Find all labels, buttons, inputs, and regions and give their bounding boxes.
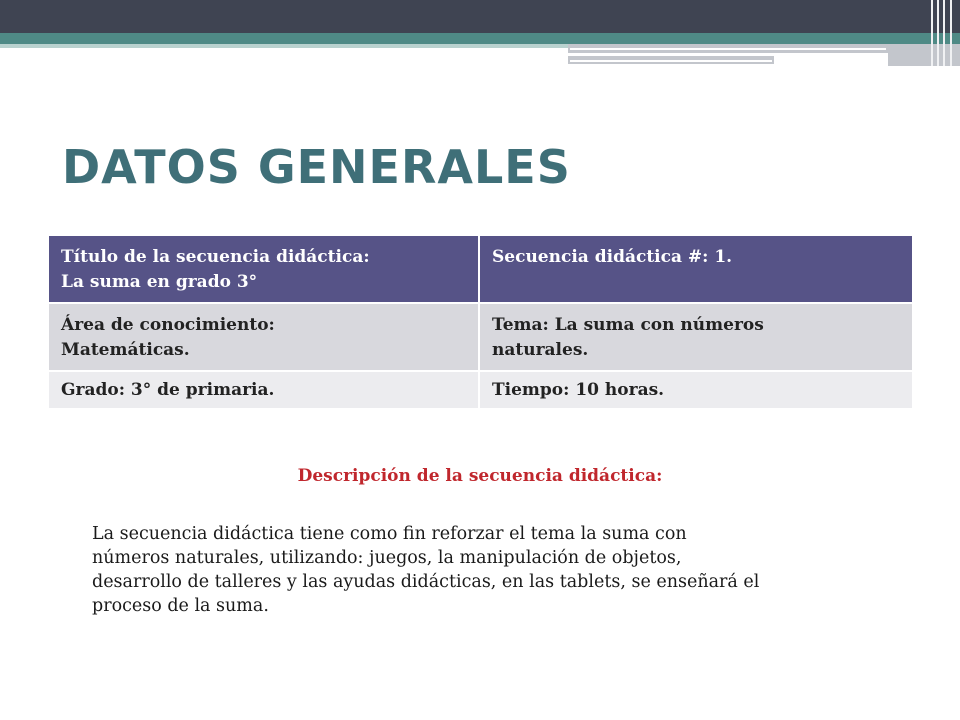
general-data-table [49, 236, 912, 408]
cell-text: Tiempo: 10 horas. [492, 380, 665, 400]
description-line: La secuencia didáctica tiene como fin reforzar el tema la suma con [92, 524, 687, 544]
cell-text: La suma en grado 3° [61, 272, 258, 292]
table-row [49, 303, 912, 371]
table-cell-grade [49, 371, 479, 408]
cell-text: naturales. [492, 340, 589, 360]
accent-stripe [0, 33, 960, 44]
description-heading: Descripción de la secuencia didáctica: [297, 466, 663, 486]
top-bar [0, 0, 960, 33]
decor-vline [950, 0, 952, 66]
description-line: proceso de la suma. [92, 596, 269, 616]
decor-vline [943, 0, 945, 66]
table-cell-sequence-number [479, 236, 912, 303]
description-line: desarrollo de talleres y las ayudas didácticas, en las tablets, se enseñará el [92, 572, 760, 592]
cell-text: Título de la secuencia didáctica: [61, 247, 370, 267]
decor-vline [937, 0, 939, 66]
table-row [49, 236, 912, 303]
accent-stripe-light [0, 44, 568, 48]
decor-vline [931, 0, 933, 66]
table-cell-area [49, 303, 479, 371]
cell-text: Secuencia didáctica #: 1. [492, 247, 733, 267]
slide-title: DATOS GENERALES [62, 140, 571, 194]
cell-text: Grado: 3° de primaria. [61, 380, 275, 400]
table-cell-topic [479, 303, 912, 371]
description-line: números naturales, utilizando: juegos, la manipulación de objetos, [92, 548, 682, 568]
cell-text: Matemáticas. [61, 340, 190, 360]
decor-line [570, 60, 772, 62]
description-text [92, 522, 892, 618]
cell-text: Tema: La suma con números [492, 315, 764, 335]
table-cell-time [479, 371, 912, 408]
cell-text: Área de conocimiento: [61, 315, 275, 335]
table-row [49, 371, 912, 408]
table-cell-title [49, 236, 479, 303]
decor-line [570, 48, 886, 50]
